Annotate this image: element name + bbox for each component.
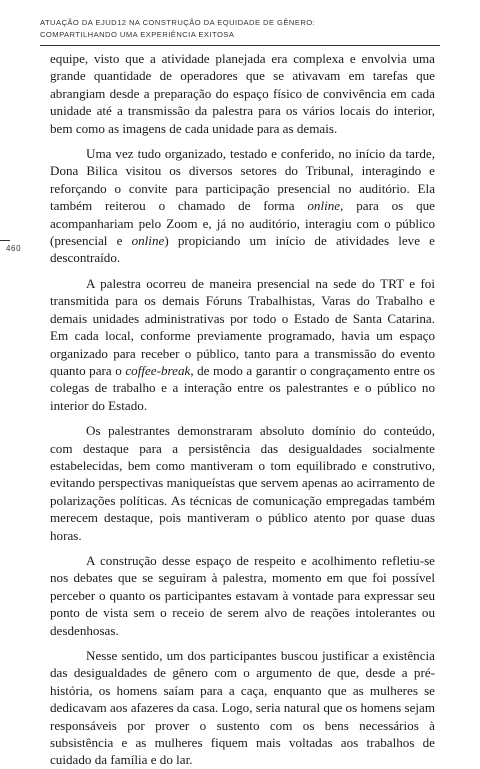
paragraph xyxy=(50,422,435,544)
text-run: equipe, visto que a atividade planejada era complexa e envolvia uma grande quantidade de operadores que se ativavam em tarefas que abrangiam desde a preparação do espaço físico de convivência em cada unidade até a transmissão da palestra para os vários locais do interior, bem como as imagens de cada unidade para as demais. xyxy=(50,51,435,136)
running-head-line-2: COMPARTILHANDO UMA EXPERIÊNCIA EXITOSA xyxy=(40,30,235,39)
text-run: Uma vez tudo organizado, testado e conferido, no início da tarde, Dona Bilica visitou os diversos setores do Tribunal, interagindo e reforçando o convite para participação presencial no auditório. Ela também reiterou o chamado de forma xyxy=(50,146,435,214)
italic-term: coffee-break xyxy=(125,362,191,378)
paragraph xyxy=(50,50,435,137)
text-run: ) propiciando um início de atividades leve e descontraído. xyxy=(50,233,435,266)
text-run: Os palestrantes demonstraram absoluto domínio do conteúdo, com destaque para a persistência das desigualdades socialmente estabelecidas, bem como mantiveram o tom equilibrado e construtivo, evitando perspectivas maniqueístas que servem apenas ao acirramento de polarizações políticas. As técnicas de comunicação empregadas também merecem destaque, pois mantiveram o público atento por quase duas horas. xyxy=(50,423,435,543)
text-run: A palestra ocorreu de maneira presencial na sede do TRT e foi transmitida para os demais Fóruns Trabalhistas, Varas do Trabalho e demais unidades administrativas por todo o Estado de Santa Catarina. Em cada local, conforme previamente programado, havia um espaço organizado para receber o público, tanto para a transmissão do evento quanto para o xyxy=(50,275,435,378)
page-number: 460 xyxy=(6,244,22,253)
body-text xyxy=(50,50,435,769)
italic-term: online xyxy=(131,233,165,249)
text-run: A construção desse espaço de respeito e acolhimento refletiu-se nos debates que se seguiram à palestra, momento em que foi possível perceber o quanto os participantes estavam à vontade para expressar seu ponto de vista sem o receio de serem alvo de reações intolerantes ou desdenhosas. xyxy=(50,552,435,638)
paragraph xyxy=(50,145,435,267)
text-run: , de modo a garantir o congraçamento entre os colegas de trabalho e a interação entre os palestrantes e o público no interior do Estado. xyxy=(50,362,435,413)
italic-term: online xyxy=(307,198,341,214)
text-run: Nesse sentido, um dos participantes buscou justificar a existência das desigualdades de gênero com o argumento de que, desde a pré-história, os homens saíam para a caça, enquanto que as mulheres se dedicavam aos afazeres da casa. Logo, seria natural que os homens sejam responsáveis por prover o sustento com os bens necessários à subsistência e as mulheres fiquem mais voltadas aos trabalhos de cuidado da família e do lar. xyxy=(50,648,436,768)
paragraph xyxy=(50,552,435,639)
header-rule xyxy=(40,45,440,46)
page-number-rule xyxy=(0,240,10,241)
running-head xyxy=(40,17,440,41)
running-head-line-1: ATUAÇÃO DA EJUD12 NA CONSTRUÇÃO DA EQUIDADE DE GÊNERO: xyxy=(40,18,316,27)
text-run: , para os que acompanhariam pelo Zoom e, já no auditório, interagiu com o público (presencial e xyxy=(50,198,435,249)
paragraph xyxy=(50,275,435,414)
paragraph xyxy=(50,647,435,769)
